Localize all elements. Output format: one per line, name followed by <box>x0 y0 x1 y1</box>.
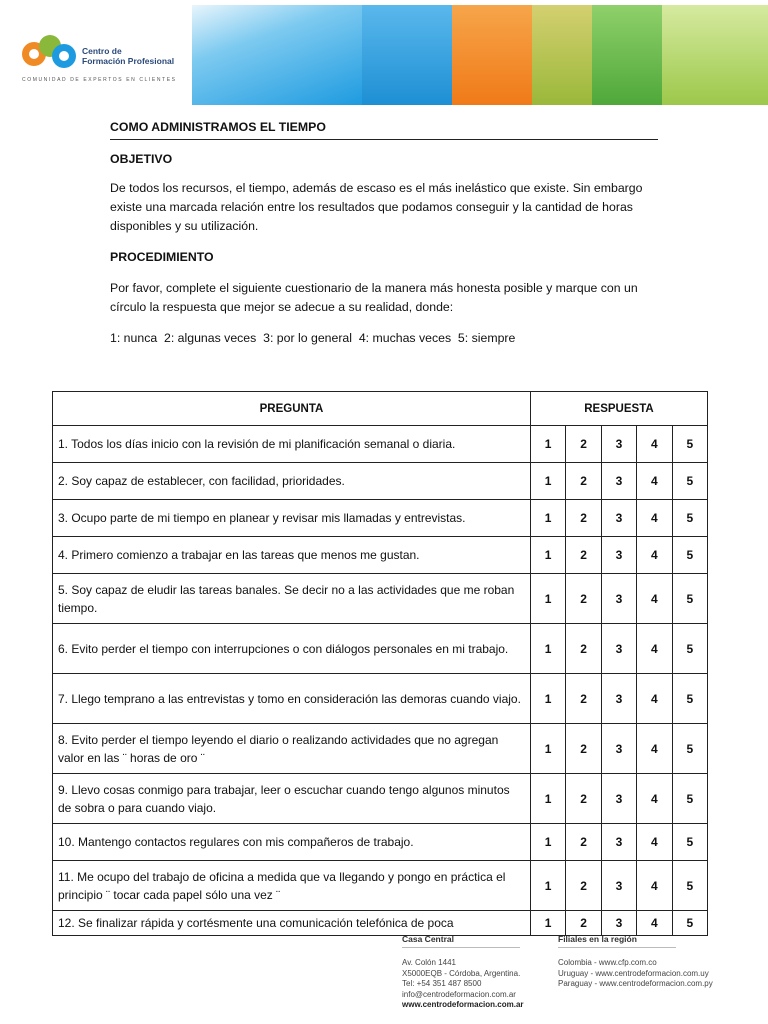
questionnaire-table <box>52 391 708 936</box>
answer-option[interactable]: 1 <box>530 774 565 824</box>
answer-option[interactable]: 3 <box>601 824 636 861</box>
answer-option[interactable]: 5 <box>672 500 707 537</box>
filial-uruguay[interactable]: Uruguay - www.centrodeformacion.com.uy <box>558 968 709 978</box>
answer-option[interactable]: 2 <box>566 463 601 500</box>
answer-option[interactable]: 3 <box>601 674 636 724</box>
answer-option[interactable]: 1 <box>530 463 565 500</box>
answer-option[interactable]: 4 <box>637 911 672 936</box>
answer-option[interactable]: 1 <box>530 824 565 861</box>
objetivo-text: De todos los recursos, el tiempo, además de escaso es el más inelástico que existe. Sin embargo existe una marcada relación entre los resultados que podamos conseguir y la cantidad de horas disponibles y su utilización. <box>110 181 643 233</box>
answer-option[interactable]: 3 <box>601 500 636 537</box>
answer-option[interactable]: 1 <box>530 861 565 911</box>
objetivo-heading: OBJETIVO <box>110 152 173 166</box>
answer-option[interactable]: 4 <box>637 624 672 674</box>
answer-option[interactable]: 5 <box>672 574 707 624</box>
answer-option[interactable]: 4 <box>637 463 672 500</box>
answer-option[interactable]: 3 <box>601 774 636 824</box>
question-text: 11. Me ocupo del trabajo de oficina a medida que va llegando y pongo en práctica el principio ¨ tocar cada papel sólo una vez ¨ <box>53 861 531 911</box>
filiales <box>558 934 713 990</box>
pregunta-header: PREGUNTA <box>53 392 531 426</box>
answer-option[interactable]: 1 <box>530 911 565 936</box>
answer-option[interactable]: 3 <box>601 724 636 774</box>
table-row <box>53 674 708 724</box>
answer-option[interactable]: 2 <box>566 911 601 936</box>
footer <box>400 928 768 1024</box>
answer-option[interactable]: 2 <box>566 624 601 674</box>
answer-option[interactable]: 4 <box>637 426 672 463</box>
table-row <box>53 537 708 574</box>
answer-option[interactable]: 3 <box>601 426 636 463</box>
answer-option[interactable]: 5 <box>672 674 707 724</box>
answer-option[interactable]: 5 <box>672 463 707 500</box>
answer-option[interactable]: 2 <box>566 824 601 861</box>
answer-option[interactable]: 4 <box>637 774 672 824</box>
answer-option[interactable]: 1 <box>530 426 565 463</box>
answer-option[interactable]: 5 <box>672 537 707 574</box>
answer-option[interactable]: 1 <box>530 674 565 724</box>
table-row <box>53 574 708 624</box>
question-text: 4. Primero comienzo a trabajar en las tareas que menos me gustan. <box>53 537 531 574</box>
question-text: 7. Llego temprano a las entrevistas y tomo en consideración las demoras cuando viajo. <box>53 674 531 724</box>
answer-option[interactable]: 3 <box>601 537 636 574</box>
question-text: 9. Llevo cosas conmigo para trabajar, leer o escuchar cuando tengo algunos minutos de sobra o para cuando viajo. <box>53 774 531 824</box>
answer-option[interactable]: 3 <box>601 574 636 624</box>
procedimiento-heading: PROCEDIMIENTO <box>110 250 214 264</box>
answer-option[interactable]: 1 <box>530 500 565 537</box>
casa-central <box>402 934 524 1011</box>
question-text: 12. Se finalizar rápida y cortésmente una comunicación telefónica de poca <box>53 911 531 936</box>
procedimiento-text: Por favor, complete el siguiente cuestionario de la manera más honesta posible y marque con un círculo la respuesta que mejor se adecue a su realidad, donde: <box>110 281 638 314</box>
scale-legend: 1: nunca 2: algunas veces 3: por lo general 4: muchas veces 5: siempre <box>110 331 516 345</box>
answer-option[interactable]: 5 <box>672 724 707 774</box>
header-banner <box>192 5 768 105</box>
city-line: X5000EQB - Córdoba, Argentina. <box>402 968 521 978</box>
table-row <box>53 426 708 463</box>
answer-option[interactable]: 3 <box>601 911 636 936</box>
filiales-heading: Filiales en la región <box>558 934 676 948</box>
question-text: 10. Mantengo contactos regulares con mis compañeros de trabajo. <box>53 824 531 861</box>
filial-paraguay[interactable]: Paraguay - www.centrodeformacion.com.py <box>558 979 713 988</box>
table-row <box>53 774 708 824</box>
page-title: COMO ADMINISTRAMOS EL TIEMPO <box>110 118 658 140</box>
answer-option[interactable]: 1 <box>530 574 565 624</box>
answer-option[interactable]: 4 <box>637 861 672 911</box>
answer-option[interactable]: 5 <box>672 624 707 674</box>
answer-option[interactable]: 1 <box>530 537 565 574</box>
answer-option[interactable]: 4 <box>637 724 672 774</box>
phone-line: Tel: +54 351 487 8500 <box>402 979 482 988</box>
answer-option[interactable]: 1 <box>530 724 565 774</box>
answer-option[interactable]: 3 <box>601 463 636 500</box>
answer-option[interactable]: 5 <box>672 774 707 824</box>
answer-option[interactable]: 2 <box>566 674 601 724</box>
table-row <box>53 500 708 537</box>
filial-colombia[interactable]: Colombia - www.cfp.com.co <box>558 958 657 967</box>
answer-option[interactable]: 3 <box>601 861 636 911</box>
table-row <box>53 724 708 774</box>
cfp-logo-icon <box>20 30 80 76</box>
answer-option[interactable]: 4 <box>637 824 672 861</box>
answer-option[interactable]: 2 <box>566 724 601 774</box>
table-header-row <box>53 392 708 426</box>
answer-option[interactable]: 1 <box>530 624 565 674</box>
answer-option[interactable]: 4 <box>637 574 672 624</box>
website-link[interactable]: www.centrodeformacion.com.ar <box>402 1000 524 1009</box>
address-line: Av. Colón 1441 <box>402 958 456 967</box>
answer-option[interactable]: 5 <box>672 911 707 936</box>
answer-option[interactable]: 2 <box>566 426 601 463</box>
answer-option[interactable]: 2 <box>566 861 601 911</box>
answer-option[interactable]: 5 <box>672 861 707 911</box>
cfp-logo <box>20 30 200 90</box>
question-text: 6. Evito perder el tiempo con interrupciones o con diálogos personales en mi trabajo. <box>53 624 531 674</box>
question-text: 3. Ocupo parte de mi tiempo en planear y revisar mis llamadas y entrevistas. <box>53 500 531 537</box>
answer-option[interactable]: 4 <box>637 500 672 537</box>
org-tagline: COMUNIDAD DE EXPERTOS EN CLIENTES <box>22 77 177 83</box>
casa-central-heading: Casa Central <box>402 934 520 948</box>
table-row <box>53 861 708 911</box>
answer-option[interactable]: 4 <box>637 674 672 724</box>
answer-option[interactable]: 2 <box>566 574 601 624</box>
answer-option[interactable]: 5 <box>672 426 707 463</box>
answer-option[interactable]: 3 <box>601 624 636 674</box>
table-row <box>53 824 708 861</box>
table-row <box>53 463 708 500</box>
question-text: 5. Soy capaz de eludir las tareas banales. Se decir no a las actividades que me roban tiempo. <box>53 574 531 624</box>
org-name: Centro de Formación Profesional <box>82 46 175 66</box>
question-text: 1. Todos los días inicio con la revisión de mi planificación semanal o diaria. <box>53 426 531 463</box>
question-text: 8. Evito perder el tiempo leyendo el diario o realizando actividades que no agregan valor en las ¨ horas de oro ¨ <box>53 724 531 774</box>
answer-option[interactable]: 2 <box>566 774 601 824</box>
question-text: 2. Soy capaz de establecer, con facilidad, prioridades. <box>53 463 531 500</box>
table-row <box>53 624 708 674</box>
answer-option[interactable]: 2 <box>566 537 601 574</box>
respuesta-header: RESPUESTA <box>530 392 707 426</box>
email-link[interactable]: info@centrodeformacion.com.ar <box>402 989 516 999</box>
answer-option[interactable]: 5 <box>672 824 707 861</box>
answer-option[interactable]: 4 <box>637 537 672 574</box>
answer-option[interactable]: 2 <box>566 500 601 537</box>
